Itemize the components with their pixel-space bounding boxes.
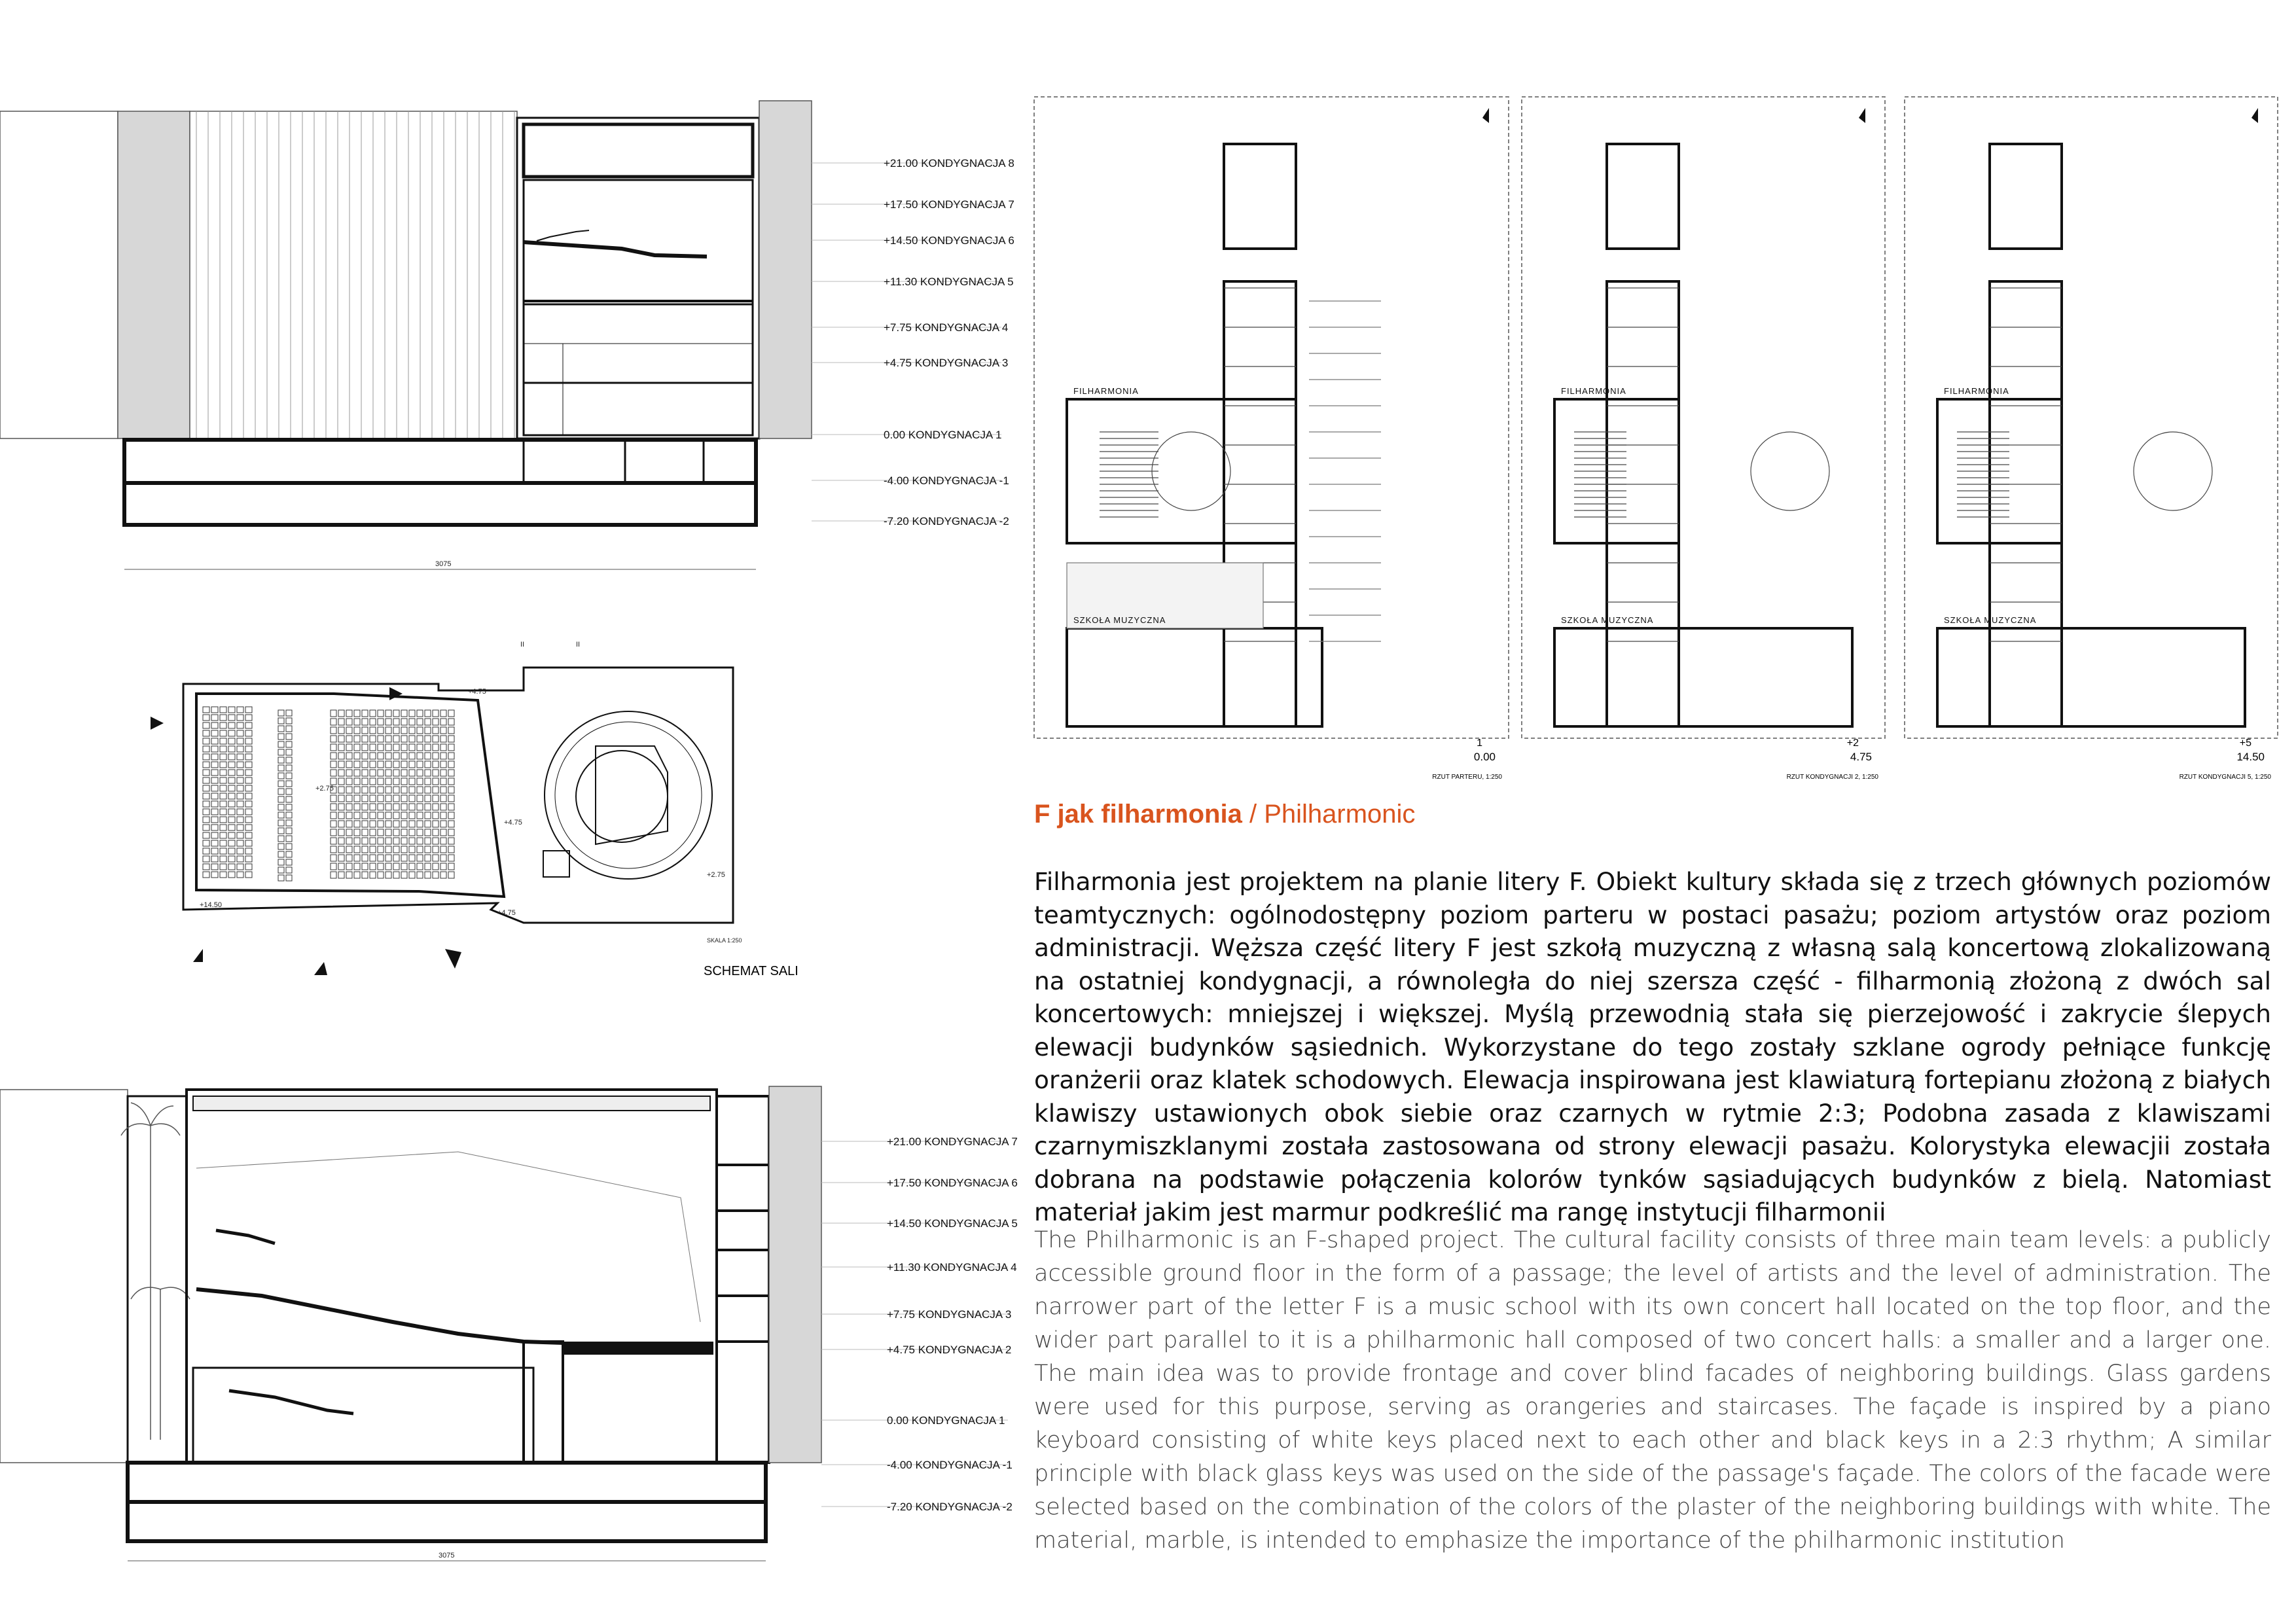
stage-drum bbox=[543, 711, 712, 879]
side-rooms bbox=[717, 1096, 769, 1463]
stairs bbox=[563, 1342, 713, 1355]
floor-level: 0.00 bbox=[1473, 751, 1496, 763]
level-label: +4.75 KONDYGNACJA 2 bbox=[887, 1344, 1012, 1356]
floor-plan-1 bbox=[1028, 92, 1522, 785]
label-music-school: SZKOŁA MUZYCZNA bbox=[1073, 615, 1166, 625]
floor-plans bbox=[1028, 92, 2278, 785]
svg-text:3075: 3075 bbox=[439, 1552, 455, 1560]
svg-text:+4.75: +4.75 bbox=[497, 909, 516, 917]
seat-grid bbox=[203, 707, 454, 881]
level-label: +7.75 KONDYGNACJA 4 bbox=[884, 321, 1009, 334]
description-english: The Philharmonic is an F-shaped project. The cultural facility consists of three main team levels: a publicly accessible ground floor in the form of a passage; the level of artists and the level of administration. The narrower part of the letter F is a music school with its own concert hall located on the top floor, and the wider part parallel to it is a philharmonic hall composed of two concert halls: a smaller and a larger one. The main idea was to provide frontage and cover blind facades of neighboring buildings. Glass gardens were used for this purpose, serving as orangeries and staircases. The façade is inspired by a piano keyboard consisting of white keys placed next to each other and black keys in a 2:3 rhythm; A similar principle with black glass keys was used on the side of the passage's façade. The colors of the facade were selected based on the combination of the colors of the plaster of the neighboring buildings with white. The material, marble, is intended to emphasize the importance of the philharmonic institution bbox=[1034, 1227, 2271, 1554]
hall-scheme-title: SCHEMAT SALI bbox=[704, 964, 798, 978]
level-label: +7.75 KONDYGNACJA 3 bbox=[887, 1308, 1012, 1321]
building-section bbox=[517, 118, 759, 438]
svg-text:+4.75: +4.75 bbox=[504, 819, 522, 827]
label-music-school: SZKOŁA MUZYCZNA bbox=[1561, 615, 1654, 625]
title-pl: F jak filharmonia bbox=[1034, 800, 1242, 829]
section-top bbox=[0, 92, 1034, 589]
level-label: +17.50 KONDYGNACJA 7 bbox=[884, 198, 1014, 211]
level-label: +14.50 KONDYGNACJA 6 bbox=[884, 234, 1014, 247]
floor-level: 14.50 bbox=[2236, 751, 2265, 763]
glass-garden bbox=[128, 1096, 187, 1463]
svg-text:+2.75: +2.75 bbox=[315, 785, 334, 793]
neighbor-building-grey bbox=[118, 111, 190, 438]
title-en: Philharmonic bbox=[1264, 800, 1416, 829]
neighbor-building-right bbox=[759, 101, 812, 438]
underground-bottom bbox=[128, 1463, 766, 1541]
label-philharmonia: FILHARMONIA bbox=[1944, 386, 2009, 396]
svg-text:II: II bbox=[520, 641, 525, 649]
level-label: +11.30 KONDYGNACJA 5 bbox=[884, 276, 1014, 288]
plan-caption: RZUT KONDYGNACJI 5, 1:250 bbox=[2179, 774, 2271, 781]
description-polish: Filharmonia jest projektem na planie litery F. Obiekt kultury składa się z trzech głównych poziomów teamtycznych: ogólnodostępny poziom parteru w postaci pasażu; poziom artystów oraz poziom administracji. Węższa część litery F jest szkołą muzyczną z własną salą koncertową zlokalizowaną na ostatniej kondygnacji, a równoległa do niej szersza część - filharmonią złożoną z dwóch sal koncertowych: mniejszej i większej. Myślą przewodnią stała się pierzejowość i zakrycie ślepych elewacji budynków sąsiednich. Wykorzystane do tego zostały szklane ogrody pełniące funkcję oranżerii oraz klatek schodowych. Elewacja inspirowana jest klawiaturą fortepianu złożoną z białych klawiszy ustawionych obok siebie oraz czarnych w rytmie 2:3; Podobna zasada z klawiszami czarnymiszklanymi została zastosowana od strony elewacji pasażu. Kolorystyka elewacjii została dobrana na podstawie połączenia kolorów tynków sąsiadujących budynków z bielą. Natomiast materiał jakim jest marmur podkreślić ma rangę instytucji filharmonii bbox=[1034, 867, 2271, 1226]
level-label: -7.20 KONDYGNACJA -2 bbox=[887, 1501, 1013, 1513]
page-title bbox=[1034, 800, 1415, 829]
label-philharmonia: FILHARMONIA bbox=[1561, 386, 1626, 396]
label-music-school: SZKOŁA MUZYCZNA bbox=[1944, 615, 2037, 625]
level-label: +17.50 KONDYGNACJA 6 bbox=[887, 1177, 1018, 1189]
floor-plan-3 bbox=[1898, 92, 2291, 785]
floor-level: 4.75 bbox=[1850, 751, 1872, 763]
neighbor-building-left bbox=[0, 111, 118, 438]
underground bbox=[124, 440, 756, 525]
level-label: +14.50 KONDYGNACJA 5 bbox=[887, 1217, 1018, 1230]
level-label: -7.20 KONDYGNACJA -2 bbox=[884, 515, 1009, 527]
hall-scheme bbox=[137, 635, 798, 1001]
level-label: +4.75 KONDYGNACJA 3 bbox=[884, 357, 1009, 369]
hall-outline bbox=[183, 668, 733, 923]
facade-stripes bbox=[190, 111, 517, 438]
plan-caption: RZUT KONDYGNACJI 2, 1:250 bbox=[1786, 774, 1878, 781]
level-label: +21.00 KONDYGNACJA 8 bbox=[884, 157, 1014, 169]
level-label: -4.00 KONDYGNACJA -1 bbox=[884, 474, 1009, 487]
section-bottom bbox=[0, 1073, 1034, 1571]
label-philharmonia: FILHARMONIA bbox=[1073, 386, 1139, 396]
svg-text:II: II bbox=[576, 641, 581, 649]
title-separator: / bbox=[1242, 800, 1265, 829]
level-label: +11.30 KONDYGNACJA 4 bbox=[887, 1261, 1017, 1274]
level-label: -4.00 KONDYGNACJA -1 bbox=[887, 1459, 1013, 1471]
level-label: +21.00 KONDYGNACJA 7 bbox=[887, 1135, 1018, 1148]
floor-number: +2 bbox=[1846, 738, 1859, 749]
floor-number: +5 bbox=[2239, 738, 2251, 749]
level-label: 0.00 KONDYGNACJA 1 bbox=[887, 1414, 1005, 1427]
plan-caption: RZUT PARTERU, 1:250 bbox=[1432, 774, 1502, 781]
level-labels bbox=[812, 157, 1014, 527]
floor-plan-2 bbox=[1515, 92, 1898, 785]
hall-section bbox=[187, 1090, 717, 1463]
floor-number: 1 bbox=[1477, 738, 1482, 749]
level-label: 0.00 KONDYGNACJA 1 bbox=[884, 429, 1002, 441]
svg-text:+14.50: +14.50 bbox=[200, 901, 222, 909]
dimension-label: 3075 bbox=[435, 560, 452, 568]
svg-text:+4.75: +4.75 bbox=[468, 688, 486, 696]
svg-text:+2.75: +2.75 bbox=[707, 871, 725, 879]
level-labels-bottom bbox=[821, 1135, 1018, 1513]
scale-label: SKALA 1:250 bbox=[707, 937, 742, 944]
